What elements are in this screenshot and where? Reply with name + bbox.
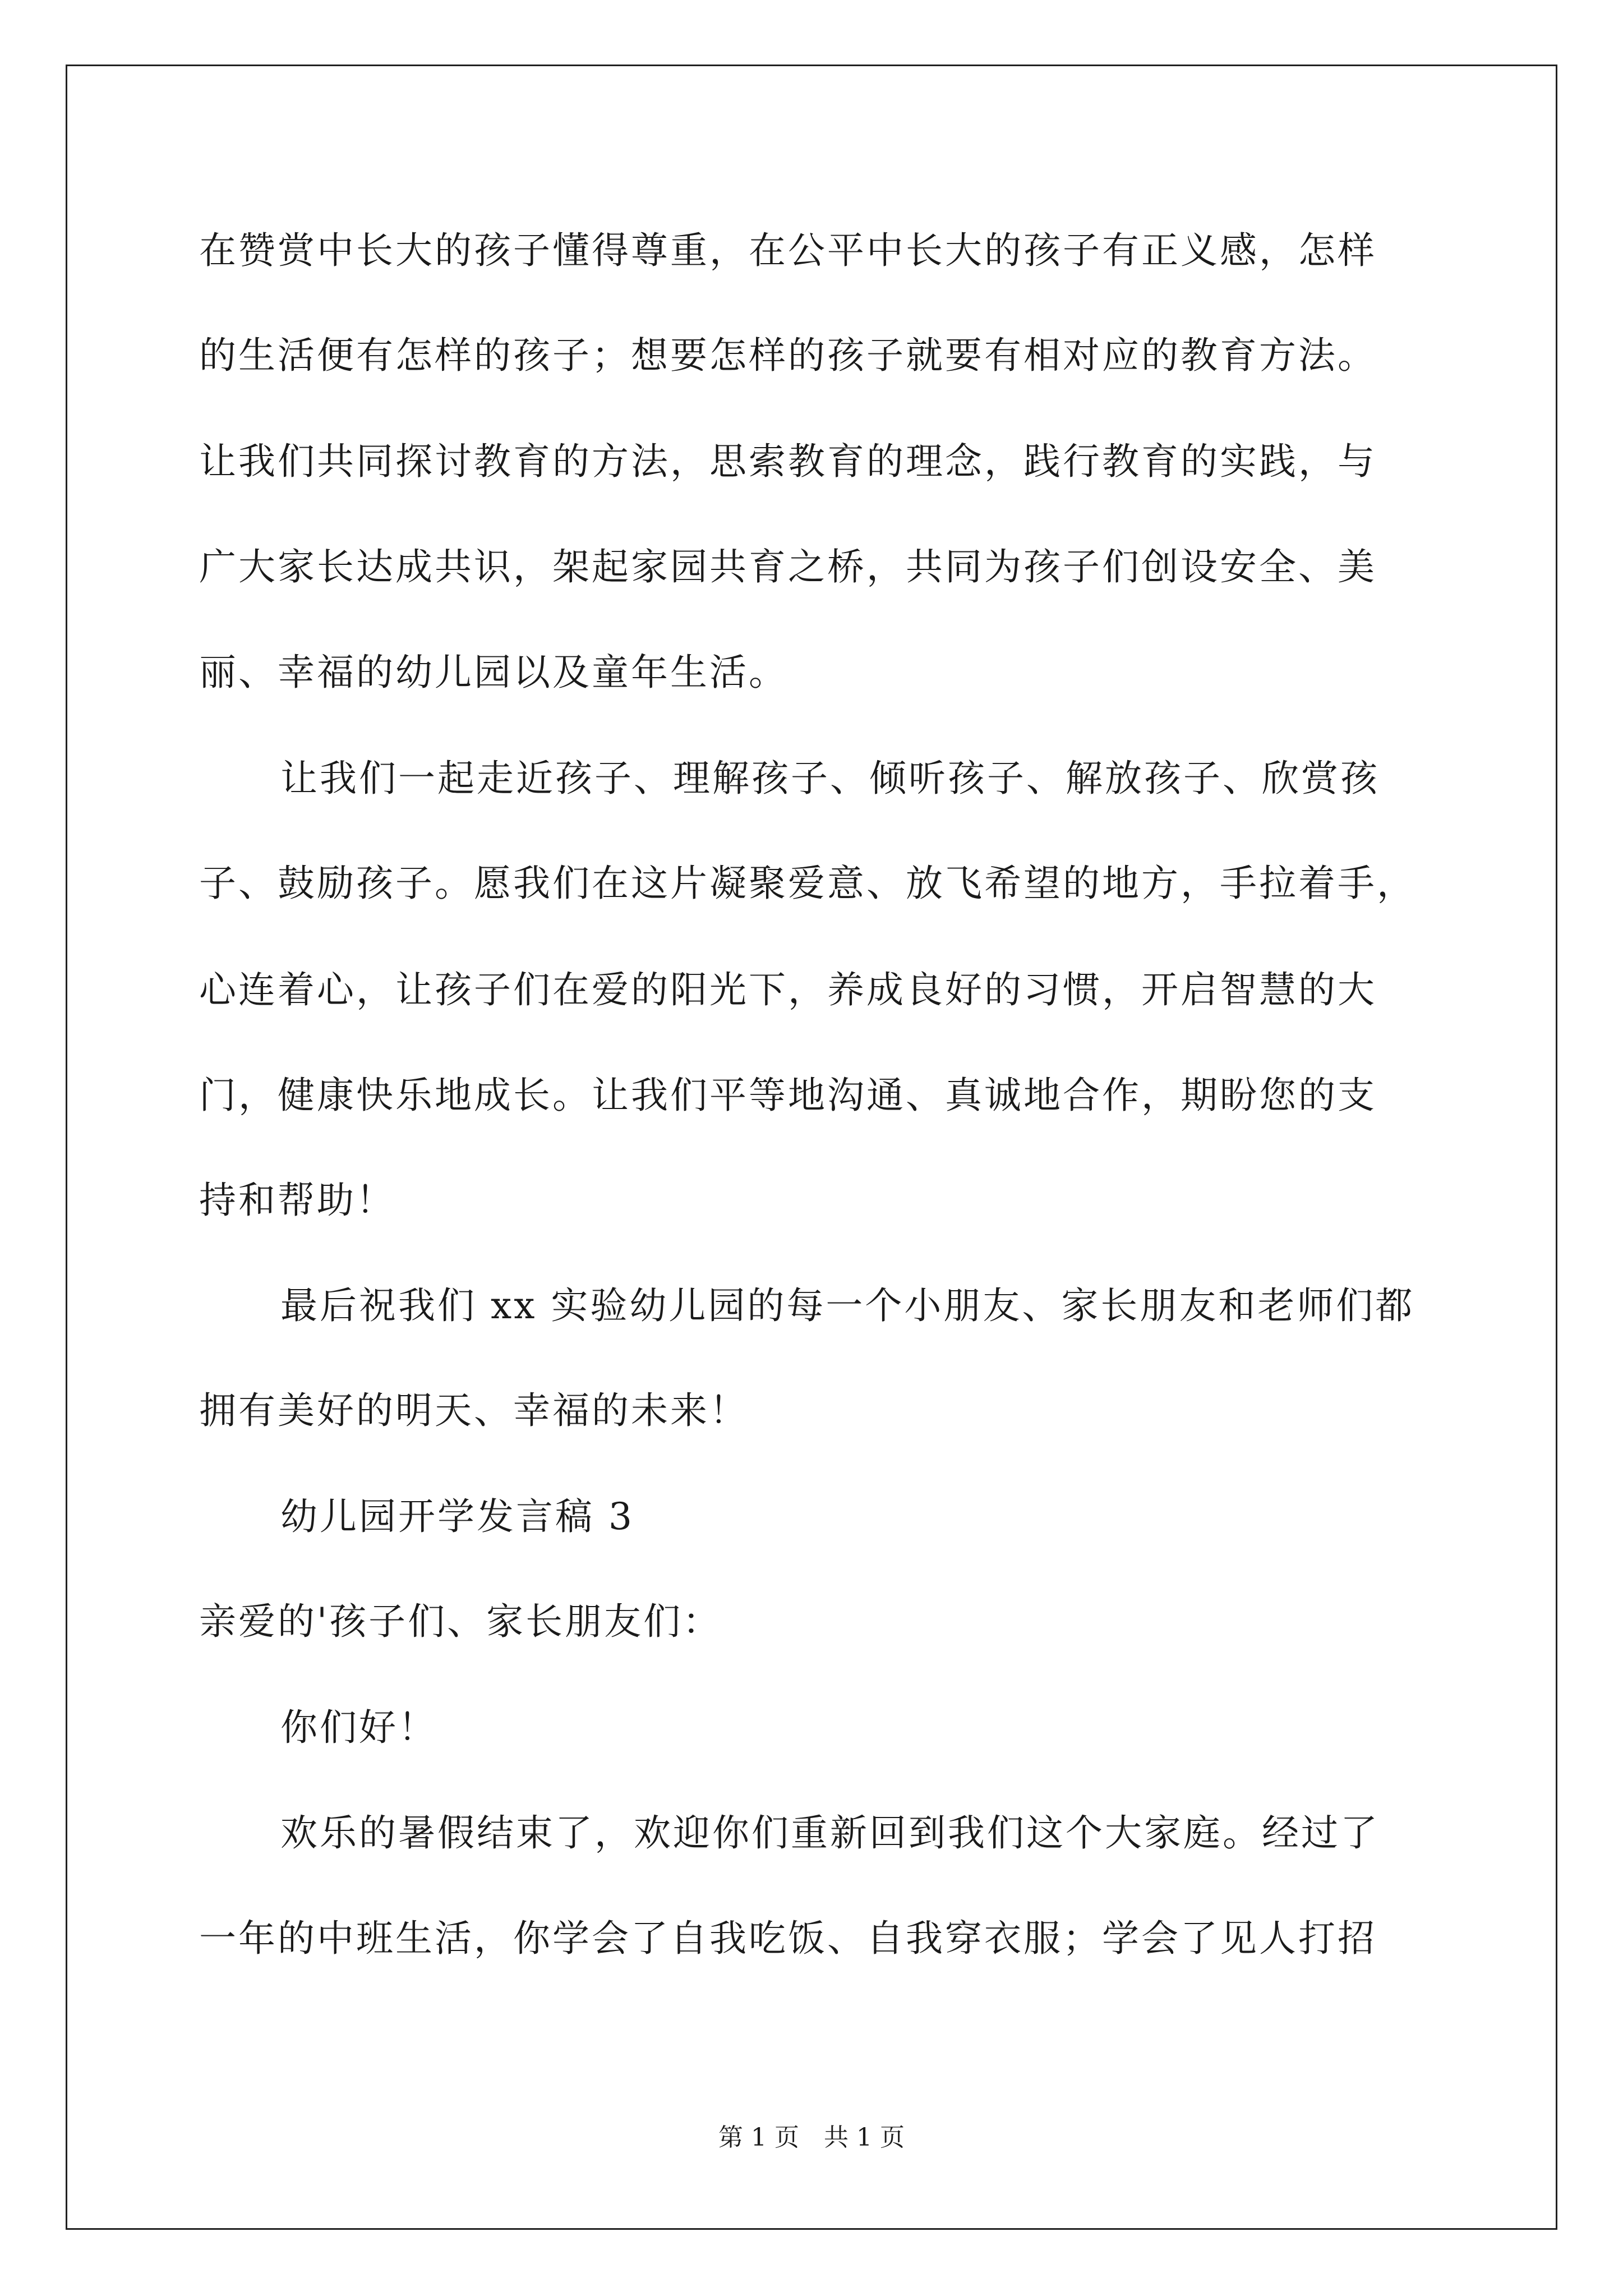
page-footer: 第 1 页 共 1 页	[718, 2123, 905, 2152]
paragraph-line: 让我们一起走近孩子、理解孩子、倾听孩子、解放孩子、欣赏孩	[280, 757, 1380, 800]
paragraph-line: 的生活便有怎样的孩子；想要怎样的孩子就要有相对应的教育方法。	[199, 334, 1377, 377]
paragraph-line: 让我们共同探讨教育的方法，思索教育的理念，践行教育的实践，与	[199, 440, 1377, 483]
section-heading: 幼儿园开学发言稿 3	[280, 1495, 634, 1538]
salutation: 亲爱的'孩子们、家长朋友们：	[199, 1600, 722, 1643]
paragraph-line: 持和帮助！	[199, 1179, 395, 1222]
greeting: 你们好！	[280, 1706, 437, 1749]
paragraph-line: 广大家长达成共识，架起家园共育之桥，共同为孩子们创设安全、美	[199, 545, 1377, 588]
paragraph-line: 心连着心，让孩子们在爱的阳光下，养成良好的习惯，开启智慧的大	[199, 968, 1377, 1011]
page-border	[66, 65, 1557, 2230]
paragraph-line: 欢乐的暑假结束了，欢迎你们重新回到我们这个大家庭。经过了	[280, 1811, 1380, 1855]
paragraph-line: 丽、幸福的幼儿园以及童年生活。	[199, 651, 788, 694]
paragraph-line: 拥有美好的明天、幸福的未来！	[199, 1389, 749, 1432]
paragraph-line: 在赞赏中长大的孩子懂得尊重，在公平中长大的孩子有正义感，怎样	[199, 229, 1377, 272]
paragraph-line: 门，健康快乐地成长。让我们平等地沟通、真诚地合作，期盼您的支	[199, 1074, 1377, 1117]
paragraph-line: 最后祝我们 xx 实验幼儿园的每一个小朋友、家长朋友和老师们都	[280, 1284, 1415, 1327]
paragraph-line: 子、鼓励孩子。愿我们在这片凝聚爱意、放飞希望的地方，手拉着手，	[199, 862, 1416, 905]
paragraph-line: 一年的中班生活，你学会了自我吃饭、自我穿衣服；学会了见人打招	[199, 1917, 1377, 1960]
